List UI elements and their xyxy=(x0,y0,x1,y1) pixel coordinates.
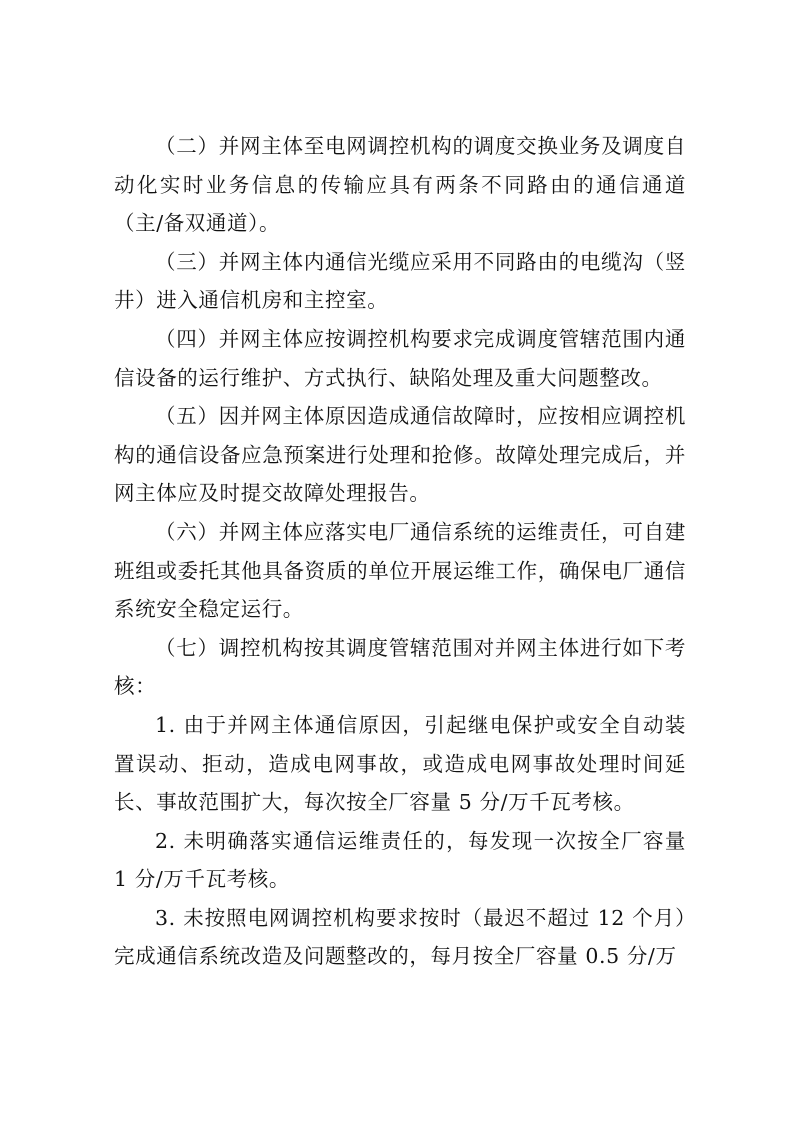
document-page xyxy=(114,127,686,976)
paragraph-item-2: 2. 未明确落实通信运维责任的，每发现一次按全厂容量 1 分/万千瓦考核。 xyxy=(114,828,686,892)
paragraph-item-1: 1. 由于并网主体通信原因，引起继电保护或安全自动装置误动、拒动，造成电网事故，或造成电网事故处理时间延长、事故范围扩大，每次按全厂容量 5 分/万千瓦考核。 xyxy=(114,712,686,815)
paragraph-section-5: （五）因并网主体原因造成通信故障时，应按相应调控机构的通信设备应急预案进行处理和抢修。故障处理完成后，并网主体应及时提交故障处理报告。 xyxy=(114,404,686,506)
paragraph-section-2: （二）并网主体至电网调控机构的调度交换业务及调度自动化实时业务信息的传输应具有两条不同路由的通信通道（主/备双通道）。 xyxy=(114,134,686,236)
paragraph-section-7: （七）调控机构按其调度管辖范围对并网主体进行如下考核： xyxy=(114,635,686,699)
paragraph-item-3: 3. 未按照电网调控机构要求按时（最迟不超过 12 个月）完成通信系统改造及问题整改的，每月按全厂容量 0.5 分/万 xyxy=(114,905,686,969)
paragraph-section-3: （三）并网主体内通信光缆应采用不同路由的电缆沟（竖井）进入通信机房和主控室。 xyxy=(114,249,686,313)
paragraph-section-6: （六）并网主体应落实电厂通信系统的运维责任，可自建班组或委托其他具备资质的单位开展运维工作，确保电厂通信系统安全稳定运行。 xyxy=(114,519,686,622)
paragraph-section-4: （四）并网主体应按调控机构要求完成调度管辖范围内通信设备的运行维护、方式执行、缺陷处理及重大问题整改。 xyxy=(114,326,686,390)
